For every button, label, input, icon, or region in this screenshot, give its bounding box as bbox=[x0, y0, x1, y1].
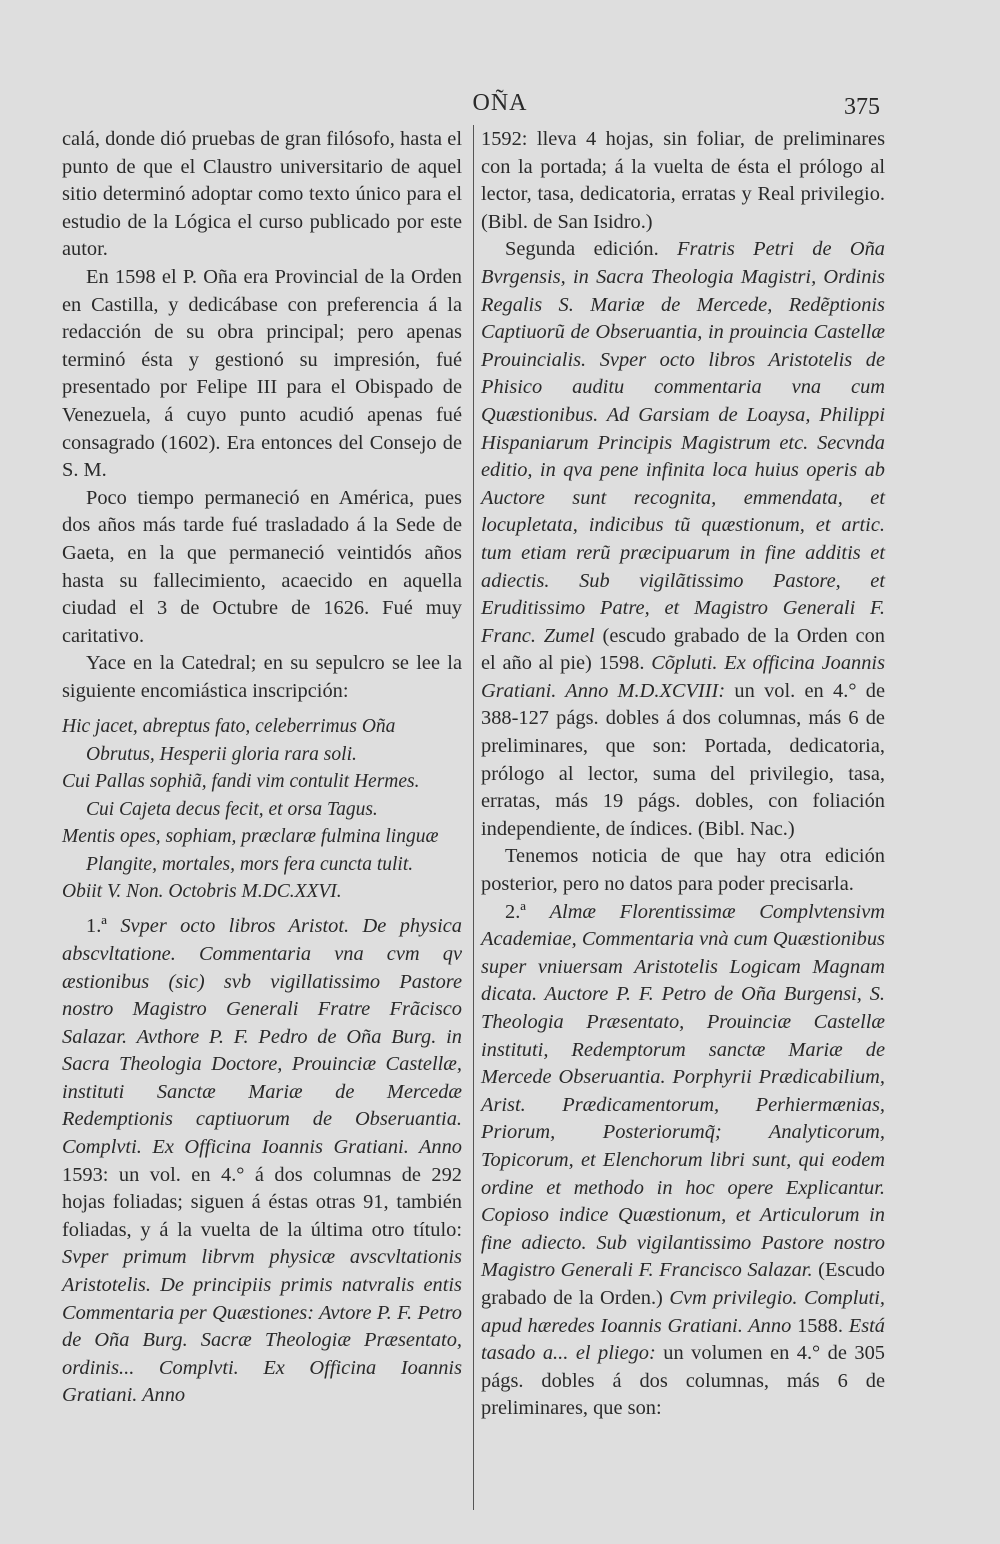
epitaph-line: Hic jacet, abreptus fato, celeberrimus Oña bbox=[62, 716, 396, 738]
paragraph: Tenemos noticia de que hay otra edición posterior, pero no datos para poder precisarla. bbox=[481, 845, 885, 896]
entry-description: un volumen en 4.° de 305 págs. dobles á dos columnas, más 6 de preliminares, que son: bbox=[481, 1342, 885, 1420]
bibliographic-entry-2 bbox=[481, 899, 885, 1423]
entry-description: un vol. en 4.° de 388-127 págs. dobles á dos columnas, más 6 de preliminares, que son: Portada, dedicatoria, prólogo al lector, suma del privilegio, tasa, erratas, más 19 págs. dobles, con foliación independiente, de índices. (Bibl. Nac.) bbox=[481, 679, 885, 840]
entry-title: Fratris Petri de Oña Bvrgensis, in Sacra Theologia Magistri, Ordinis Regalis S. Mariæ de Mercede, Redẽptionis Captiuorũ de Obseruantia, in prouincia Castellæ Prouincialis. Svper octo libros Aristotelis de Phisico auditu commentaria vna cum Quæstionibus. Ad Garsiam de Loaysa, Philippi Hispaniarum Principis Magistrum etc. Secvnda editio, in qva pene infinita loca huius operis ab Auctore sunt recognita, emmendata, et locupletata, indicibus tũ quæstionum, et artic. tum etiam rerũ præcipuarum in fine additis et adiectis. Sub vigilãtissimo Pastore, et Eruditissimo Patre, et Magistro Generali F. Franc. Zumel bbox=[481, 238, 886, 647]
running-head-title: OÑA bbox=[472, 90, 528, 116]
left-column bbox=[62, 126, 462, 1410]
epitaph-line: Mentis opes, sophiam, præclaræ fulmina linguæ bbox=[62, 826, 439, 848]
entry-note: (Escudo grabado de la Orden.) bbox=[481, 1259, 885, 1309]
paragraph: En 1598 el P. Oña era Provincial de la Orden en Castilla, y dedicábase con preferencia á la redacción de su obra principal; pero apenas terminó ésta y gestionó su impresión, fué presentado por Felipe III para el Obispado de Venezuela, á cuyo punto acudió apenas fué consagrado (1602). Era entonces del Consejo de S. M. bbox=[62, 265, 462, 482]
epitaph-inscription bbox=[62, 713, 462, 905]
entry-price: Está tasado a... el pliego: bbox=[481, 1314, 885, 1365]
paragraph: Poco tiempo permaneció en América, pues dos años más tarde fué trasladado á la Sede de Gaeta, en la que permaneció veintidós años hasta su fallecimiento, acaecido en aquella ciudad el 3 de Octubre de 1626. Fué muy caritativo. bbox=[62, 486, 462, 647]
paragraph: 1592: lleva 4 hojas, sin foliar, de preliminares con la portada; á la vuelta de ésta el prólogo al lector, tasa, dedicatoria, erratas y Real privilegio. (Bibl. de San Isidro.) bbox=[481, 128, 885, 233]
edition-label: Segunda edición. bbox=[505, 238, 659, 261]
entry-description: 1593: un vol. en 4.° á dos columnas de 292 hojas foliadas; siguen á éstas otras 91, también foliadas, y á la vuelta de la última otro título: bbox=[62, 1163, 462, 1241]
entry-year: 1588. bbox=[797, 1314, 843, 1337]
entry-title: Svper octo libros Aristot. De physica abscvltatione. Commentaria vna cvm qv æstionibus (sic) svb vigillatissimo Pastore nostro Magistro Generali Fratre Frãcisco Salazar. Avthore P. F. Pedro de Oña Burg. in Sacra Theologia Doctore, Prouinciæ Castellæ, instituti Sanctæ Mariæ de Mercedæ Redemptionis captiuorum de Obseruantia. Complvti. Ex Officina Ioannis Gratiani. Anno bbox=[62, 915, 462, 1159]
entry-note: (escudo grabado de la Orden con el año al pie) 1598. bbox=[481, 624, 885, 675]
epitaph-line: Cui Pallas sophiã, fandi vim contulit Hermes. bbox=[62, 771, 420, 793]
entry-number: 2.ª bbox=[505, 900, 526, 923]
epitaph-line: Obiit V. Non. Octobris M.DC.XXVI. bbox=[62, 880, 342, 902]
page-number: 375 bbox=[844, 94, 880, 120]
column-divider bbox=[473, 125, 474, 1510]
entry-number: 1.ª bbox=[86, 915, 107, 938]
epitaph-line: Cui Cajeta decus fecit, et orsa Tagus. bbox=[86, 798, 378, 820]
paragraph: calá, donde dió pruebas de gran filósofo, hasta el punto de que el Claustro universitario de aquel sitio determinó adoptar como texto único para el estudio de la Lógica el curso publicado por este autor. bbox=[62, 128, 462, 261]
bibliographic-entry-second-edition bbox=[481, 236, 885, 843]
entry-title: Almæ Florentissimæ Complvtensivm Academiae, Commentaria vnà cum Quæstionibus super vniuersam Aristotelis Logicam Magnam dicata. Auctore P. F. Petro de Oña Burgensi, S. Theologia Præsentato, Prouinciæ Castellæ instituti, Redemptorum sanctæ Mariæ de Mercede Obseruantia. Porphyrii Prædicabilium, Arist. Prædicamentorum, Perhiermænias, Priorum, Posteriorumq̃; Analyticorum, Topicorum, et Elenchorum libri sunt, qui eodem ordine et methodo in hoc opere Explicantur. Copioso indice Quæstionum, et Articulorum in fine adiecto. Sub vigilantissimo Pastore nostro Magistro Generali F. Francisco Salazar. bbox=[481, 900, 885, 1282]
epitaph-line: Plangite, mortales, mors fera cuncta tulit. bbox=[86, 853, 414, 875]
paragraph: Yace en la Catedral; en su sepulcro se lee la siguiente encomiástica inscripción: bbox=[62, 652, 462, 702]
bibliographic-entry-1 bbox=[62, 913, 462, 1410]
epitaph-line: Obrutus, Hesperii gloria rara soli. bbox=[86, 743, 357, 765]
entry-imprint: Cõpluti. Ex officina Joannis Gratiani. Anno M.D.XCVIII: bbox=[481, 652, 886, 702]
entry-imprint: Cvm privilegio. Compluti, apud hæredes Ioannis Gratiani. Anno bbox=[481, 1286, 885, 1337]
entry-subtitle: Svper primum librvm physicæ avscvltationis Aristotelis. De principiis primis natvralis entis Commentaria per Quæstiones: Avtore P. F. Petro de Oña Burg. Sacræ Theologiæ Præsentato, ordinis... Complvti. Ex Officina Ioannis Gratiani. Anno bbox=[62, 1246, 462, 1407]
right-column bbox=[481, 126, 885, 1423]
